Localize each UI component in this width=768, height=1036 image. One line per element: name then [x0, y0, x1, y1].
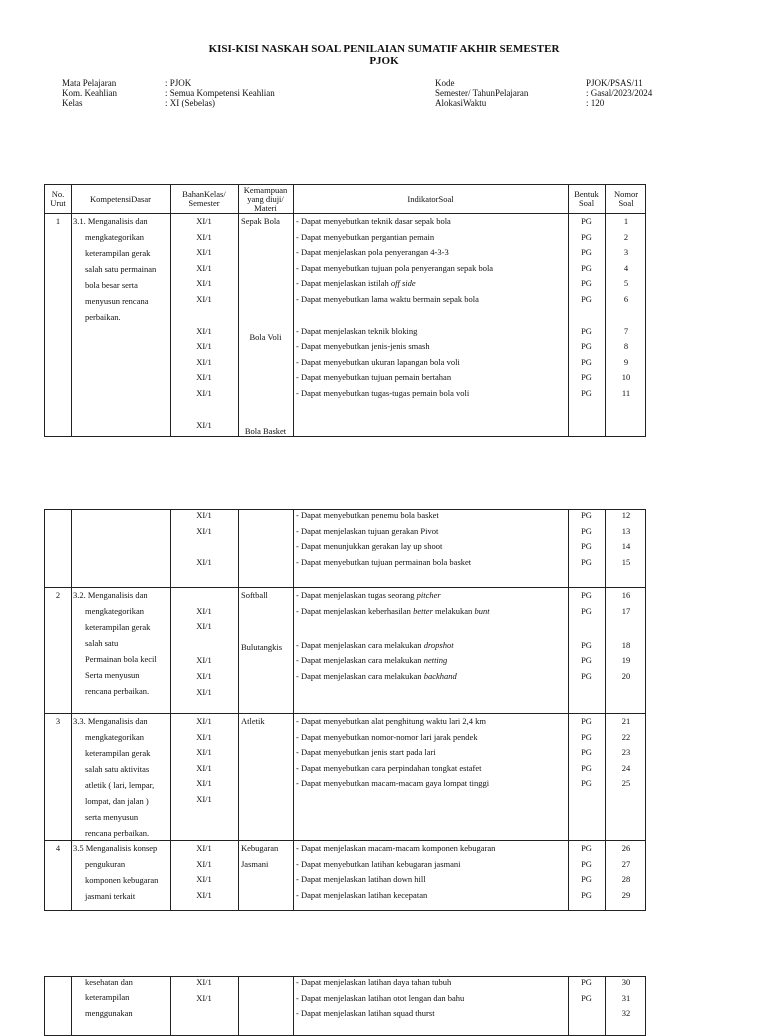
- bahan-kelas-cell: XI/1: [196, 294, 212, 304]
- bentuk-soal-cell: PG: [581, 858, 592, 869]
- bentuk-soal-cell: PG: [581, 388, 592, 398]
- meta-label: Mata Pelajaran: [62, 78, 117, 88]
- indikator-cell: - Dapat menjelaskan cara melakukan backhand: [296, 671, 457, 681]
- bahan-kelas-cell: XI/1: [196, 278, 212, 289]
- indikator-cell: - Dapat menjelaskan pola penyerangan 4-3-3: [296, 247, 449, 258]
- bahan-kelas-cell: XI/1: [196, 686, 212, 697]
- nomor-soal-cell: 12: [621, 510, 631, 520]
- document-subtitle: PJOK: [369, 55, 399, 67]
- nomor-soal-cell: 28: [621, 874, 631, 885]
- header-materi: Kemampuan yang diuji/ Materi: [243, 184, 288, 213]
- meta-value: PJOK/PSAS/11: [586, 78, 643, 88]
- bahan-kelas-cell: XI/1: [196, 762, 212, 773]
- bahan-kelas-cell: XI/1: [196, 341, 212, 352]
- row-no: 3: [55, 716, 61, 726]
- nomor-soal-cell: 32: [621, 1008, 631, 1019]
- indikator-cell: - Dapat menyebutkan macam-macam gaya lompat tinggi: [296, 778, 490, 789]
- indikator-cell: - Dapat menyebutkan tugas-tugas pemain bola voli: [296, 388, 470, 398]
- bahan-kelas-cell: XI/1: [196, 621, 212, 632]
- header-indikator-soal: IndikatorSoal: [407, 193, 454, 204]
- nomor-soal-cell: 21: [621, 716, 631, 726]
- bahan-kelas-cell: XI/1: [196, 843, 212, 853]
- bahan-kelas-cell: XI/1: [196, 525, 212, 536]
- indikator-cell: - Dapat menyebutkan tujuan pemain bertahan: [296, 372, 452, 383]
- materi-label: Softball: [241, 590, 268, 600]
- bentuk-soal-cell: PG: [581, 278, 592, 289]
- bentuk-soal-cell: PG: [581, 671, 592, 681]
- indikator-cell: - Dapat menyebutkan lama waktu bermain sepak bola: [296, 294, 479, 304]
- bahan-kelas-cell: XI/1: [196, 747, 212, 758]
- bahan-kelas-cell: XI/1: [196, 605, 212, 616]
- nomor-soal-cell: 24: [621, 762, 631, 773]
- bahan-kelas-cell: XI/1: [196, 372, 212, 383]
- bentuk-soal-cell: PG: [581, 716, 592, 726]
- nomor-soal-cell: 10: [621, 372, 631, 383]
- bahan-kelas-cell: XI/1: [196, 325, 212, 336]
- nomor-soal-cell: 3: [623, 247, 629, 258]
- bahan-kelas-cell: XI/1: [196, 216, 212, 226]
- bentuk-soal-cell: PG: [581, 525, 592, 536]
- nomor-soal-cell: 8: [623, 341, 629, 352]
- meta-label: Kom. Keahlian: [62, 88, 117, 98]
- materi-label: Jasmani: [241, 859, 269, 869]
- indikator-cell: - Dapat menyebutkan tujuan permainan bola basket: [296, 556, 472, 567]
- indikator-cell: - Dapat menyebutkan alat penghitung waktu lari 2,4 km: [296, 716, 487, 726]
- bentuk-soal-cell: PG: [581, 655, 592, 666]
- bahan-kelas-cell: XI/1: [196, 556, 212, 567]
- nomor-soal-cell: 5: [623, 278, 629, 289]
- bahan-kelas-cell: XI/1: [196, 388, 212, 398]
- indikator-cell: - Dapat menyebutkan jenis-jenis smash: [296, 341, 430, 352]
- indikator-cell: - Dapat menyebutkan jenis start pada lari: [296, 747, 436, 758]
- indikator-cell: - Dapat menjelaskan tugas seorang pitcher: [296, 590, 441, 600]
- indikator-cell: - Dapat menjelaskan keberhasilan better melakukan bunt: [296, 605, 490, 616]
- meta-value: : XI (Sebelas): [165, 98, 215, 108]
- bentuk-soal-cell: PG: [581, 231, 592, 242]
- bentuk-soal-cell: PG: [581, 762, 592, 773]
- bentuk-soal-cell: PG: [581, 590, 592, 600]
- indikator-cell: - Dapat menjelaskan latihan otot lengan dan bahu: [296, 992, 465, 1003]
- nomor-soal-cell: 13: [621, 525, 631, 536]
- bentuk-soal-cell: PG: [581, 541, 592, 552]
- indikator-cell: - Dapat menjelaskan macam-macam komponen kebugaran: [296, 843, 496, 853]
- bentuk-soal-cell: PG: [581, 992, 592, 1003]
- materi-label: Sepak Bola: [241, 216, 280, 226]
- indikator-cell: - Dapat menjelaskan latihan daya tahan tubuh: [296, 977, 452, 987]
- row-no: 4: [55, 843, 61, 853]
- bentuk-soal-cell: PG: [581, 639, 592, 650]
- materi-label: Bola Voli: [249, 332, 282, 342]
- indikator-cell: - Dapat menjelaskan tujuan gerakan Pivot: [296, 525, 439, 536]
- nomor-soal-cell: 2: [623, 231, 629, 242]
- indikator-cell: - Dapat menjelaskan latihan kecepatan: [296, 889, 428, 900]
- materi-label: Kebugaran: [241, 843, 279, 853]
- indikator-cell: - Dapat menunjukkan gerakan lay up shoot: [296, 541, 443, 552]
- bentuk-soal-cell: PG: [581, 874, 592, 885]
- bahan-kelas-cell: XI/1: [196, 671, 212, 681]
- nomor-soal-cell: 19: [621, 655, 631, 666]
- materi-label: Atletik: [241, 716, 265, 726]
- bahan-kelas-cell: XI/1: [196, 716, 212, 726]
- bentuk-soal-cell: PG: [581, 889, 592, 900]
- kisi-table-1: No. Urut KompetensiDasar BahanKelas/ Semester Kemampuan yang diuji/ Materi IndikatorSoal Bentuk Soal Nomor Soal 1 3.1. Menganalisis dan mengkategorikan keterampilan gerak salah satu permainan bola besar serta menyusun rencana perbaikan. Sepak Bola Bola Voli Bola Basket XI/1 - Dapat menyebutkan teknik dasar sepak bola PG 1 XI/1 - Dapat menyebutkan pergantian pemain PG 2 XI/1 - Dapat menjelaskan pola penyerangan 4-3-3 PG 3 XI/1 - Dapat menyebutkan tujuan pola penyerangan sepak bola PG 4 XI/1 - Dapat menjelaskan istilah off side PG 5 XI/1 - Dapat menyebutkan lama waktu bermain sepak bola PG 6 XI/1 - Dapat menjelaskan teknik bloking PG 7 XI/1 - Dapat menyebutkan jenis-jenis smash PG 8 XI/1 - Dapat menyebutkan ukuran lapangan bola voli PG 9 XI/1 - Dapat menyebutkan tujuan pemain bertahan PG 10 XI/1 - Dapat menyebutkan tugas-tugas pemain bola voli PG 11 XI/1: [44, 184, 646, 437]
- nomor-soal-cell: 15: [621, 556, 631, 567]
- header-no: No. Urut: [50, 189, 66, 208]
- bahan-kelas-cell: XI/1: [196, 419, 212, 430]
- indikator-cell: - Dapat menjelaskan latihan down hill: [296, 874, 426, 885]
- meta-label: Kode: [435, 78, 455, 88]
- bentuk-soal-cell: PG: [581, 356, 592, 367]
- bentuk-soal-cell: PG: [581, 556, 592, 567]
- bahan-kelas-cell: XI/1: [196, 231, 212, 242]
- bahan-kelas-cell: XI/1: [196, 992, 212, 1003]
- bahan-kelas-cell: XI/1: [196, 356, 212, 367]
- bentuk-soal-cell: PG: [581, 294, 592, 304]
- indikator-cell: - Dapat menyebutkan nomor-nomor lari jarak pendek: [296, 731, 478, 742]
- kisi-table-2: XI/1 - Dapat menyebutkan penemu bola basket PG 12 XI/1 - Dapat menjelaskan tujuan gerakan Pivot PG 13 - Dapat menunjukkan gerakan lay up shoot PG 14 XI/1 - Dapat menyebutkan tujuan permainan bola basket PG 15 - Dapat menjelaskan tugas seorang pitcher PG 16 XI/1 - Dapat menjelaskan keberhasilan better melakukan bunt PG 17 XI/1 - Dapat menjelaskan cara melakukan dropshot PG 18 XI/1 - Dapat menjelaskan cara melakukan netting PG 19 XI/1 - Dapat menjelaskan cara melakukan backhand PG 20 XI/1 XI/1 - Dapat menyebutkan alat penghitung waktu lari 2,4 km PG 21 XI/1 - Dapat menyebutkan nomor-nomor lari jarak pendek PG 22 XI/1 - Dapat menyebutkan jenis start pada lari PG 23 XI/1 - Dapat menyebutkan cara perpindahan tongkat estafet PG 24 XI/1 - Dapat menyebutkan macam-macam gaya lompat tinggi PG 25 XI/1 XI/1 - Dapat menjelaskan macam-macam komponen kebugaran PG 26 XI/1 - Dapat menyebutkan latihan kebugaran jasmani PG 27 XI/1 - Dapat menjelaskan latihan down hill PG 28 XI/1 - Dapat menjelaskan latihan kecepatan PG 29 2 3.2. Menganalisis dan mengkategorikan keterampilan gerak salah satu Permainan bola kecil Serta menyusun rencana perbaikan. Softball Bulutangkis 3 3.3. Menganalisis dan mengkategorikan keterampilan gerak salah satu aktivitas atletik ( lari, lempar, lompat, dan jalan ) serta menyusun rencana perbaikan. Atletik 4 3.5 Menganalisis konsep pengukuran komponen kebugaran jasmani terkait Kebugaran Jasmani: [44, 509, 646, 911]
- row-no: 1: [55, 216, 61, 226]
- bentuk-soal-cell: PG: [581, 731, 592, 742]
- nomor-soal-cell: 27: [621, 858, 631, 869]
- bentuk-soal-cell: PG: [581, 977, 592, 987]
- meta-value: : PJOK: [165, 78, 192, 88]
- indikator-cell: - Dapat menyebutkan pergantian pemain: [296, 231, 435, 242]
- document-title: KISI-KISI NASKAH SOAL PENILAIAN SUMATIF AKHIR SEMESTER: [208, 43, 560, 55]
- nomor-soal-cell: 16: [621, 590, 631, 600]
- meta-value: : Semua Kompetensi Keahlian: [165, 88, 275, 98]
- meta-label: Kelas: [62, 98, 83, 108]
- meta-value: : 120: [586, 98, 605, 108]
- bentuk-soal-cell: PG: [581, 262, 592, 273]
- nomor-soal-cell: 31: [621, 992, 631, 1003]
- bahan-kelas-cell: XI/1: [196, 510, 212, 520]
- nomor-soal-cell: 30: [621, 977, 631, 987]
- nomor-soal-cell: 23: [621, 747, 631, 758]
- bahan-kelas-cell: XI/1: [196, 858, 212, 869]
- bahan-kelas-cell: XI/1: [196, 778, 212, 789]
- indikator-cell: - Dapat menyebutkan teknik dasar sepak bola: [296, 216, 451, 226]
- indikator-cell: - Dapat menyebutkan latihan kebugaran jasmani: [296, 858, 461, 869]
- nomor-soal-cell: 9: [623, 356, 629, 367]
- materi-label: Bola Basket: [244, 426, 287, 436]
- bentuk-soal-cell: PG: [581, 216, 592, 226]
- bahan-kelas-cell: XI/1: [196, 247, 212, 258]
- header-bentuk-soal: Bentuk Soal: [574, 189, 599, 208]
- nomor-soal-cell: 25: [621, 778, 631, 789]
- nomor-soal-cell: 22: [621, 731, 631, 742]
- header-bahan-kelas: BahanKelas/ Semester: [182, 189, 226, 208]
- bentuk-soal-cell: PG: [581, 247, 592, 258]
- nomor-soal-cell: 14: [621, 541, 631, 552]
- bentuk-soal-cell: PG: [581, 843, 592, 853]
- meta-value: : Gasal/2023/2024: [586, 88, 653, 98]
- bahan-kelas-cell: XI/1: [196, 874, 212, 885]
- bahan-kelas-cell: XI/1: [196, 731, 212, 742]
- nomor-soal-cell: 26: [621, 843, 631, 853]
- nomor-soal-cell: 4: [623, 262, 629, 273]
- row-no: 2: [55, 590, 61, 600]
- indikator-cell: - Dapat menyebutkan penemu bola basket: [296, 510, 439, 520]
- bentuk-soal-cell: PG: [581, 341, 592, 352]
- nomor-soal-cell: 17: [621, 605, 631, 616]
- indikator-cell: - Dapat menjelaskan istilah off side: [296, 278, 416, 289]
- nomor-soal-cell: 1: [623, 216, 629, 226]
- indikator-cell: - Dapat menyebutkan cara perpindahan tongkat estafet: [296, 762, 482, 773]
- header-nomor-soal: Nomor Soal: [613, 189, 639, 208]
- nomor-soal-cell: 29: [621, 889, 631, 900]
- bahan-kelas-cell: XI/1: [196, 262, 212, 273]
- header-kompetensi-dasar: KompetensiDasar: [90, 193, 151, 204]
- indikator-cell: - Dapat menjelaskan teknik bloking: [296, 325, 418, 336]
- nomor-soal-cell: 6: [623, 294, 629, 304]
- bentuk-soal-cell: PG: [581, 778, 592, 789]
- bentuk-soal-cell: PG: [581, 747, 592, 758]
- indikator-cell: - Dapat menyebutkan ukuran lapangan bola voli: [296, 356, 460, 367]
- bahan-kelas-cell: XI/1: [196, 655, 212, 666]
- indikator-cell: - Dapat menjelaskan cara melakukan dropshot: [296, 639, 454, 650]
- materi-label: Bulutangkis: [241, 642, 283, 652]
- indikator-cell: - Dapat menjelaskan cara melakukan netting: [296, 655, 448, 666]
- indikator-cell: - Dapat menyebutkan tujuan pola penyerangan sepak bola: [296, 262, 494, 273]
- nomor-soal-cell: 20: [621, 671, 631, 681]
- nomor-soal-cell: 18: [621, 639, 631, 650]
- nomor-soal-cell: 7: [623, 325, 629, 336]
- kisi-table-3: kesehatan dan keterampilan menggunakan XI/1 - Dapat menjelaskan latihan daya tahan tubuh PG 30 XI/1 - Dapat menjelaskan latihan otot lengan dan bahu PG 31 - Dapat menjelaskan latihan squad thurst 32: [44, 976, 646, 1036]
- bentuk-soal-cell: PG: [581, 510, 592, 520]
- bentuk-soal-cell: PG: [581, 372, 592, 383]
- meta-label: AlokasiWaktu: [435, 98, 487, 108]
- bahan-kelas-cell: XI/1: [196, 889, 212, 900]
- meta-label: Semester/ TahunPelajaran: [435, 88, 529, 98]
- bahan-kelas-cell: XI/1: [196, 977, 212, 987]
- bentuk-soal-cell: PG: [581, 605, 592, 616]
- bahan-kelas-cell: XI/1: [196, 794, 212, 804]
- bentuk-soal-cell: PG: [581, 325, 592, 336]
- nomor-soal-cell: 11: [621, 388, 631, 398]
- indikator-cell: - Dapat menjelaskan latihan squad thurst: [296, 1008, 435, 1019]
